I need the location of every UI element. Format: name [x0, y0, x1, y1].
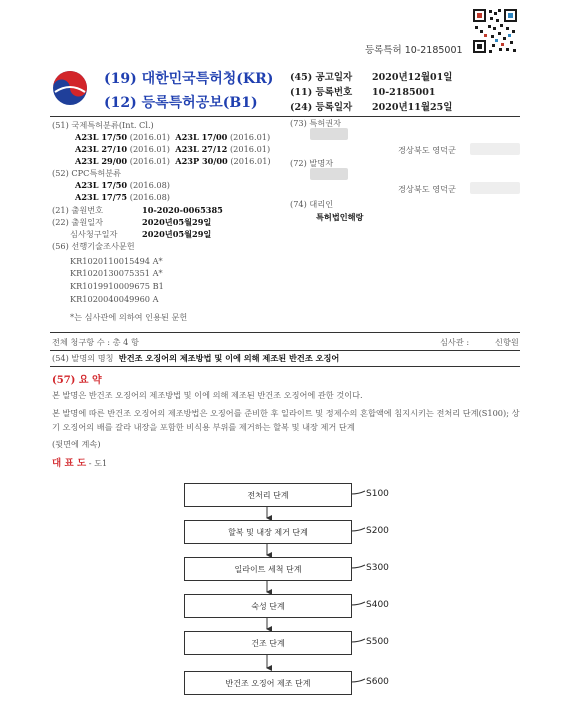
registration-number: 10-2185001 [372, 87, 436, 98]
registration-date-row: (24) 등록일자 2020년11월25일 [290, 102, 453, 113]
ipc-row: A23L 17/50 (2016.01) A23L 17/00 (2016.01) [75, 132, 271, 142]
summary-header: (57) 요 약 [52, 375, 102, 386]
registration-date: 2020년11월25일 [372, 102, 453, 113]
prior-art-item: KR1020110015494 A* [70, 256, 163, 266]
prior-art-label: (56) 선행기술조사문헌 [52, 241, 135, 251]
ipc-row: A23L 29/00 (2016.01) A23P 30/00 (2016.01) [75, 156, 271, 166]
office-name: (19) 대한민국특허청(KR) [104, 71, 274, 87]
inventor-address: 경상북도 영덕군 [398, 184, 456, 194]
flow-step-box: 건조 단계 [184, 631, 352, 655]
flow-step-box: 할복 및 내장 제거 단계 [184, 520, 352, 544]
cpc-label: (52) CPC특허분류 [52, 168, 122, 178]
kipo-emblem-icon [52, 70, 88, 106]
application-date-row: (22) 출원일자 2020년05월29일 [52, 217, 212, 227]
header-divider [50, 116, 520, 117]
flow-step-label: S600 [366, 677, 389, 687]
ipc-label: (51) 국제특허분류(Int. Cl.) [52, 120, 154, 130]
flow-step-label: S500 [366, 637, 389, 647]
registration-reference: 등록특허 10-2185001 [365, 45, 463, 56]
publication-date: 2020년12월01일 [372, 72, 453, 83]
redacted-inventor-name [310, 168, 348, 180]
label-leader [351, 528, 365, 531]
redacted-inventor-address [470, 182, 520, 194]
flow-step-box: 숙성 단계 [184, 594, 352, 618]
section-divider [50, 350, 520, 351]
cpc-row: A23L 17/75 (2016.08) [75, 192, 170, 202]
examiner-name: 신향원 [495, 337, 519, 347]
summary-paragraph-2: 본 발명에 따른 반건조 오징어의 제조방법은 오징어를 준비한 후 일라이트 및 정제수의 혼합액에 침지시키는 전처리 단계(S100); 상기 오징어의 배를 갈라 내장을 포함한 비식용 부위를 제거하는 할복 및 내장 제거 단계 [52, 408, 520, 432]
label-leader [351, 602, 365, 605]
summary-paragraph-1: 본 발명은 반건조 오징어의 제조방법 및 이에 의해 제조된 반건조 오징어에 관한 것이다. [52, 390, 363, 400]
publication-type: (12) 등록특허공보(B1) [104, 95, 258, 111]
cpc-row: A23L 17/50 (2016.08) [75, 180, 170, 190]
flow-step-label: S100 [366, 489, 389, 499]
flow-step-box: 전처리 단계 [184, 483, 352, 507]
redacted-owner-name [310, 128, 348, 140]
prior-art-item: KR1019910009675 B1 [70, 281, 164, 291]
examiner-label: 심사관 : [440, 337, 470, 347]
flow-step-box: 일라이트 세척 단계 [184, 557, 352, 581]
prior-art-item: KR1020040049960 A [70, 294, 159, 304]
invention-title-row: (54) 발명의 명칭 반건조 오징어의 제조방법 및 이에 의해 제조된 반건조 오징어 [52, 353, 340, 363]
publication-date-row: (45) 공고일자 2020년12월01일 [290, 72, 453, 83]
agent-label: (74) 대리인 [290, 199, 334, 209]
redacted-owner-address [470, 143, 520, 155]
label-leader [351, 565, 365, 568]
owner-label: (73) 특허권자 [290, 118, 342, 128]
continued-note: (뒷면에 계속) [52, 439, 101, 449]
flow-step-label: S300 [366, 563, 389, 573]
section-divider [50, 366, 520, 367]
inventor-label: (72) 발명자 [290, 158, 334, 168]
flow-step-label: S200 [366, 526, 389, 536]
application-number-row: (21) 출원번호 10-2020-0065385 [52, 205, 223, 215]
prior-art-item: KR1020130075351 A* [70, 268, 163, 278]
claim-count: 전체 청구항 수 : 총 4 항 [52, 337, 139, 347]
owner-address: 경상북도 영덕군 [398, 145, 456, 155]
label-leader [351, 491, 365, 494]
prior-art-note: *는 심사관에 의하여 인용된 문헌 [70, 312, 188, 322]
label-leader [351, 639, 365, 642]
ipc-row: A23L 27/10 (2016.01) A23L 27/12 (2016.01) [75, 144, 271, 154]
qr-code [472, 8, 518, 54]
registration-number-row: (11) 등록번호 10-2185001 [290, 87, 436, 98]
flow-step-label: S400 [366, 600, 389, 610]
examination-date-row: 심사청구일자 2020년05월29일 [70, 229, 212, 239]
section-divider [50, 332, 520, 333]
flow-step-box: 반건조 오징어 제조 단계 [184, 671, 352, 695]
representative-drawing-label: 대 표 도 - 도1 [52, 458, 108, 469]
agent-name: 특허법인해랑 [316, 212, 364, 222]
label-leader [351, 679, 365, 682]
